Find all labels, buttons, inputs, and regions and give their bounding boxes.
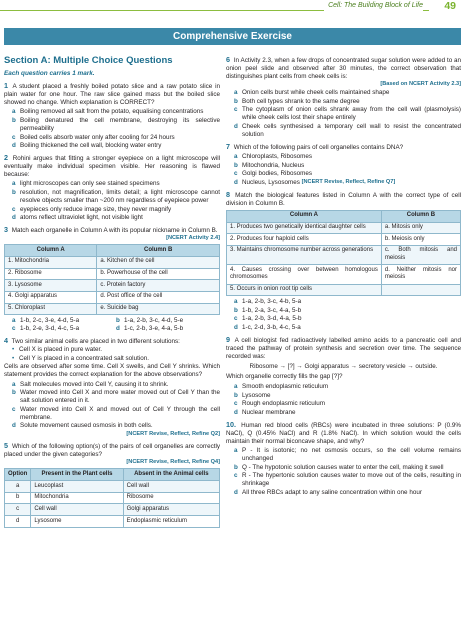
table-cell: d. Neither mitosis nor meiosis <box>381 265 460 284</box>
option[interactable] <box>12 389 220 405</box>
option-text: Onion cells burst while cheek cells maintained shape <box>242 89 390 97</box>
column-header: Column B <box>97 245 220 257</box>
question-number: 7 <box>226 142 230 152</box>
exercise-banner: Comprehensive Exercise <box>4 28 461 45</box>
question-number: 3 <box>4 225 8 235</box>
table-cell: Ribosome <box>123 492 219 504</box>
options-list <box>234 153 461 187</box>
option-text: 1-a, 2-b, 3-c, 4-b, 5-a <box>242 298 302 306</box>
table-cell: c <box>5 504 31 516</box>
table-cell: e. Suicide bag <box>97 303 220 315</box>
question-number: 8 <box>226 189 230 199</box>
options-list <box>12 381 220 431</box>
left-column <box>4 55 220 531</box>
options-list <box>234 383 461 417</box>
option-text: P - It is isotonic; no net osmosis occurs, so the cell volume remains unchanged <box>242 447 461 463</box>
question-6 <box>226 55 461 139</box>
option-letter: c <box>234 400 238 408</box>
question-7 <box>226 142 461 187</box>
table-cell: a. Kitchen of the cell <box>97 256 220 268</box>
question-1 <box>4 81 220 150</box>
option-text: Nuclear membrane <box>242 408 296 416</box>
table-cell: Lysosome <box>31 516 123 528</box>
option-letter: b <box>234 306 238 314</box>
bullet-item <box>12 346 220 354</box>
option-text: 1-c, 2-d, 3-b, 4-c, 5-a <box>242 323 301 331</box>
option-text: Mitochondria, Nucleus <box>242 161 305 169</box>
option-letter: a <box>234 89 238 97</box>
match-table <box>4 244 220 315</box>
ncert-tag: [NCERT Revise, Reflect, Refine Q7] <box>301 178 396 185</box>
question-4 <box>4 336 220 438</box>
option-letter: a <box>12 380 16 388</box>
question-text: Which of the following pairs of cell organelles contains DNA? <box>233 144 404 152</box>
question-5 <box>4 441 220 528</box>
table-cell: 3. Maintains chromosome number across generations <box>227 245 382 264</box>
question-text: Rohini argues that fitting a stronger eyepiece on a light microscope will eventually make individual specimen visible. Her reasoning is flawed because: <box>4 155 220 179</box>
option[interactable] <box>116 325 220 333</box>
option-text: atoms reflect ultraviolet light, not visible light <box>20 214 143 222</box>
question-10 <box>226 420 461 497</box>
option[interactable] <box>234 307 461 315</box>
option-text: Boiled cells absorb water only after cooling for 24 hours <box>20 133 175 141</box>
option[interactable] <box>12 117 220 133</box>
column-header: Column B <box>381 210 460 222</box>
option-letter: b <box>12 188 16 196</box>
table-cell: d <box>5 516 31 528</box>
table-row <box>5 256 220 268</box>
option-letter: b <box>12 117 16 125</box>
page-header <box>0 0 465 16</box>
question-text: A student placed a freshly boiled potato slice and a raw potato slice in plain water for one hour. The raw slice gained mass but the boiled slice showed no change. Which explanation is CORRECT? <box>4 83 220 107</box>
table-row <box>5 291 220 303</box>
option[interactable] <box>234 89 461 97</box>
option[interactable] <box>234 98 461 106</box>
option-text: Chloroplasts, Ribosomes <box>242 153 312 161</box>
option[interactable] <box>234 179 461 187</box>
question-3 <box>4 225 220 333</box>
option-text: Q - The hypotonic solution causes water to enter the cell, making it swell <box>242 463 444 471</box>
column-header: Column A <box>5 245 97 257</box>
table-cell: Mitochondria <box>31 492 123 504</box>
option-text: Lysosome <box>242 391 271 399</box>
question-number: 10. <box>226 419 236 429</box>
ncert-tag: [Based on NCERT Activity 2.3] <box>380 81 461 88</box>
table-row <box>227 284 461 296</box>
table-cell: c. Both mitosis and meiosis <box>381 245 460 264</box>
option[interactable] <box>234 106 461 122</box>
question-text: In Activity 2.3, when a few drops of concentrated sugar solution were added to an onion peel slide and observed after 30 minutes, the correct observation that distinguishes plant cells from cheek cells is: <box>226 57 462 81</box>
table-cell: Cell wall <box>123 481 219 493</box>
option-letter: d <box>12 142 16 150</box>
option[interactable] <box>234 153 461 161</box>
question-2 <box>4 153 220 222</box>
options-list <box>12 180 220 222</box>
option[interactable] <box>116 317 220 325</box>
option-letter: c <box>234 106 238 114</box>
table-row[interactable] <box>5 481 220 493</box>
option-text: Boiling thickened the cell wall, blocking water entry <box>20 142 162 150</box>
table-cell: Endoplasmic reticulum <box>123 516 219 528</box>
question-number: 5 <box>4 441 8 451</box>
option-letter: a <box>234 298 238 306</box>
table-cell: b. Powerhouse of the cell <box>97 268 220 280</box>
option-text: The cytoplasm of onion cells shrank away from the cell wall (plasmolysis) while cheek cells lost their shape entirely <box>242 106 461 122</box>
option-text: eyepieces only reduce image size, they never magnify <box>20 205 172 213</box>
option[interactable] <box>234 472 461 488</box>
ncert-tag: [NCERT Activity 2.4] <box>166 235 220 242</box>
option-letter: a <box>12 317 16 325</box>
option-text: 1-a, 2-b, 3-c, 4-d, 5-e <box>124 317 184 325</box>
table-row[interactable] <box>5 504 220 516</box>
option[interactable] <box>12 381 220 389</box>
option-letter: b <box>234 161 238 169</box>
option[interactable] <box>12 325 116 333</box>
option-text: All three RBCs adapt to any saline concentration within one hour <box>242 488 422 496</box>
option-letter: c <box>234 472 238 480</box>
option[interactable] <box>234 409 461 417</box>
table-cell: b <box>5 492 31 504</box>
options-list <box>234 89 461 139</box>
option[interactable] <box>12 134 220 142</box>
option-text: Boiling removed all salt from the potato, equalising concentrations <box>20 108 204 116</box>
option[interactable] <box>12 189 220 205</box>
option-letter: d <box>12 214 16 222</box>
question-number: 9 <box>226 334 230 344</box>
option[interactable] <box>12 180 220 188</box>
table-cell: 2. Produces four haploid cells <box>227 234 382 246</box>
option-letter: d <box>12 422 16 430</box>
question-number: 6 <box>226 55 230 64</box>
option[interactable] <box>12 406 220 422</box>
question-9 <box>226 335 461 417</box>
options-list <box>234 298 461 332</box>
option-text: 1-c, 2-b, 3-e, 4-a, 5-b <box>124 325 184 333</box>
option-letter: d <box>234 488 238 496</box>
table-row[interactable] <box>5 492 220 504</box>
question-text: Human red blood cells (RBCs) were incubated in three solutions: P (0.9% NaCl), Q (0.45% NaCl) and R (1.8% NaCl). In which solution would the cells maintain their normal biconcave shape, and why? <box>226 421 461 445</box>
option-letter: c <box>12 325 16 333</box>
option-letter: d <box>234 178 238 186</box>
question-text-continued: Which organelle correctly fills the gap [?]? <box>226 373 343 381</box>
table-cell: 4. Causes crossing over between homologous chromosomes <box>227 265 382 284</box>
option-letter: b <box>234 463 238 471</box>
question-text: Match each organelle in Column A with its popular nickname in Column B. <box>11 227 218 235</box>
option-text: resolution, not magnification, limits detail; a light microscope cannot resolve objects smaller than ~200 nm regardless of eyepiece power <box>20 188 220 204</box>
option-text: Both cell types shrank to the same degree <box>242 97 360 105</box>
question-text-continued: Cells are observed after some time. Cell X swells, and Cell Y shrinks. Which statement provides the correct explanation for the above observations? <box>4 362 220 378</box>
table-cell: a. Mitosis only <box>381 222 460 234</box>
option-text: 1-b, 2-a, 3-c, 4-a, 5-b <box>242 306 302 314</box>
options-list <box>12 317 220 333</box>
option[interactable] <box>234 392 461 400</box>
option-letter: a <box>234 447 238 455</box>
option-letter: d <box>234 122 238 130</box>
option-letter: a <box>12 108 16 116</box>
table-row <box>5 268 220 280</box>
table-row <box>227 222 461 234</box>
option-text: 1-b, 2-c, 3-e, 4-d, 5-a <box>20 317 80 325</box>
table-row[interactable] <box>5 516 220 528</box>
option[interactable] <box>12 142 220 150</box>
option-text: Water moved into Cell X and moved out of Cell Y through the cell membrane. <box>20 405 220 421</box>
table-row <box>227 234 461 246</box>
table-cell: c. Protein factory <box>97 280 220 292</box>
option-letter: d <box>116 325 120 333</box>
option-letter: a <box>234 153 238 161</box>
option[interactable] <box>234 489 461 497</box>
question-text: Match the biological features listed in Column A with the correct type of cell division in Column B. <box>226 191 461 207</box>
table-cell: 4. Golgi apparatus <box>5 291 97 303</box>
match-table <box>226 210 461 296</box>
bullet-icon: • <box>12 354 15 362</box>
option-letter: c <box>234 170 238 178</box>
option-letter: c <box>234 315 238 323</box>
table-cell: 5. Chloroplast <box>5 303 97 315</box>
option-letter: a <box>234 383 238 391</box>
bullet-item <box>12 355 220 363</box>
table-cell: b. Meiosis only <box>381 234 460 246</box>
option[interactable] <box>12 214 220 222</box>
table-cell: 1. Produces two genetically identical daughter cells <box>227 222 382 234</box>
column-header: Column A <box>227 210 382 222</box>
table-row <box>227 245 461 264</box>
question-8 <box>226 190 461 332</box>
option[interactable] <box>234 123 461 139</box>
options-table <box>4 468 220 527</box>
table-row <box>227 265 461 284</box>
option-text: Boiling denatured the cell membrane, destroying its selective permeability <box>20 117 220 133</box>
table-cell: 5. Occurs in onion root tip cells <box>227 284 382 296</box>
table-cell: Cell wall <box>31 504 123 516</box>
option-text: Rough endoplasmic reticulum <box>242 400 325 408</box>
question-text: A cell biologist fed radioactively labelled amino acids to a pancreatic cell and traced the pathway of protein synthesis and secretion over time. The sequence recorded was: <box>226 336 462 361</box>
option-text: Nucleus, Lysosomes <box>242 178 300 186</box>
table-cell: Leucoplast <box>31 481 123 493</box>
ncert-tag: [NCERT Revise, Reflect, Refine Q4] <box>126 459 220 466</box>
options-list <box>234 447 461 497</box>
question-text: Which of the following option(s) of the pairs of cell organelles are correctly placed under the given categories? <box>4 443 221 459</box>
table-row <box>5 303 220 315</box>
table-cell: 3. Lysosome <box>5 280 97 292</box>
option-letter: b <box>12 389 16 397</box>
page-number: 49 <box>444 0 456 12</box>
table-cell: a <box>5 481 31 493</box>
bullet-icon: • <box>12 346 15 354</box>
bullet-text: Cell Y is placed in a concentrated salt solution. <box>19 354 149 362</box>
column-header: Absent in the Animal cells <box>123 469 219 481</box>
option-letter: b <box>234 97 238 105</box>
option-text: 1-b, 2-e, 3-d, 4-c, 5-a <box>20 325 80 333</box>
right-column <box>226 55 461 500</box>
table-cell <box>381 284 460 296</box>
option[interactable] <box>12 108 220 116</box>
option-letter: c <box>12 405 16 413</box>
bullet-text: Cell X is placed in pure water. <box>19 346 102 354</box>
option-text: Cheek cells synthesised a temporary cell wall to resist the concentrated solution <box>242 122 461 139</box>
option-text: Salt molecules moved into Cell Y, causing it to shrink. <box>20 380 169 388</box>
ncert-tag: [NCERT Revise, Reflect, Refine Q2] <box>126 430 220 437</box>
table-cell: Golgi apparatus <box>123 504 219 516</box>
option[interactable] <box>234 162 461 170</box>
option[interactable] <box>12 206 220 214</box>
table-cell: 2. Ribosome <box>5 268 97 280</box>
option-letter: d <box>234 323 238 331</box>
question-text: Two similar animal cells are placed in two different solutions: <box>11 338 180 346</box>
option[interactable] <box>234 464 461 472</box>
option-text: Solute movement caused osmosis in both cells. <box>20 422 153 430</box>
option[interactable] <box>234 298 461 306</box>
option[interactable] <box>234 400 461 408</box>
column-header: Present in the Plant cells <box>31 469 123 481</box>
column-header: Option <box>5 469 31 481</box>
option[interactable] <box>12 317 116 325</box>
option-letter: c <box>12 205 16 213</box>
marks-note: Each question carries 1 mark. <box>4 70 95 78</box>
option-text: Smooth endoplasmic reticulum <box>242 383 329 391</box>
option[interactable] <box>234 447 461 463</box>
pathway-sequence: Ribosome → [?] → Golgi apparatus → secretory vesicle → outside. <box>249 363 438 371</box>
option-letter: c <box>12 133 16 141</box>
option[interactable] <box>12 422 220 430</box>
option-text: Golgi bodies, Ribosomes <box>242 170 313 178</box>
question-number: 1 <box>4 81 8 91</box>
question-number: 2 <box>4 153 8 163</box>
option[interactable] <box>234 315 461 323</box>
section-title: Section A: Multiple Choice Questions <box>4 55 173 66</box>
table-row <box>5 280 220 292</box>
option[interactable] <box>234 170 461 178</box>
table-cell: d. Post office of the cell <box>97 291 220 303</box>
option-letter: a <box>12 180 16 188</box>
question-number: 4 <box>4 336 8 346</box>
option-text: 1-a, 2-b, 3-d, 4-a, 5-b <box>242 315 302 323</box>
option[interactable] <box>234 324 461 332</box>
table-cell: 1. Mitochondria <box>5 256 97 268</box>
option-text: light microscopes can only see stained specimens <box>20 180 160 188</box>
option[interactable] <box>234 383 461 391</box>
option-letter: b <box>116 317 120 325</box>
option-letter: b <box>234 391 238 399</box>
running-title: Cell: The Building Block of Life <box>324 2 423 11</box>
option-text: Water moved into Cell X and more water moved out of Cell Y than the salt solution entered in it. <box>20 389 220 405</box>
option-text: R - The hypertonic solution causes water to move out of the cells, resulting in shrinkage <box>242 472 461 488</box>
options-list <box>12 108 220 150</box>
bullet-list <box>12 346 220 362</box>
option-letter: d <box>234 408 238 416</box>
